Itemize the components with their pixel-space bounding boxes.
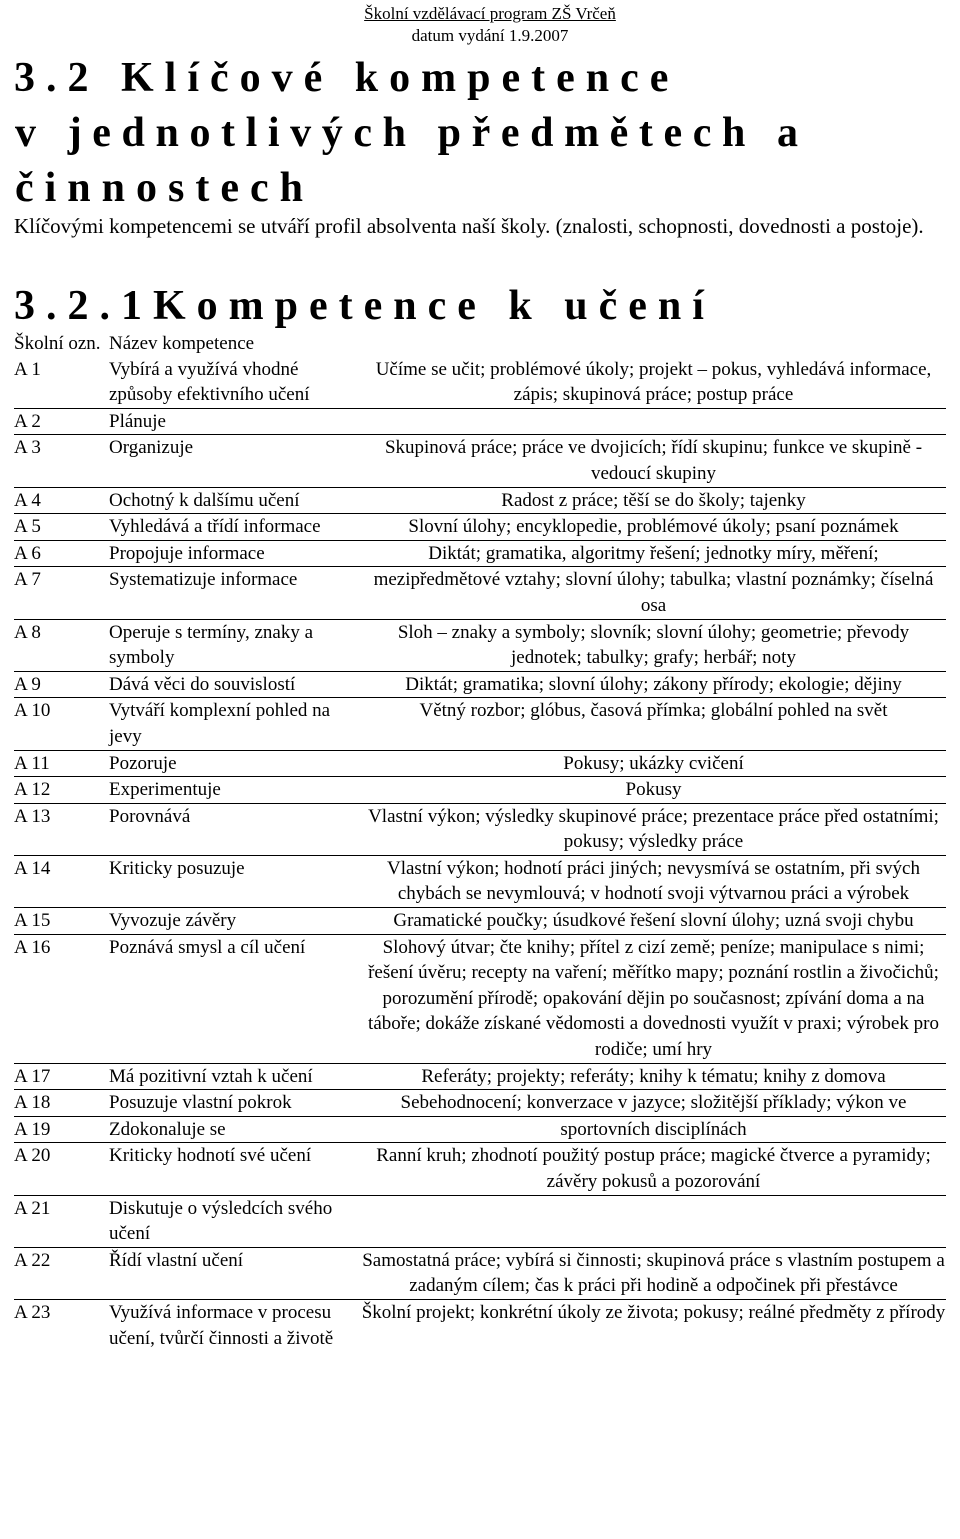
table-row: [14, 908, 946, 935]
table-row: [14, 1247, 946, 1299]
competence-activities: sportovních disciplínách: [560, 1118, 747, 1140]
competence-activities: Radost z práce; těší se do školy; tajenky: [501, 489, 806, 511]
competence-activities: Sebehodnocení; konverzace v jazyce; složitější příklady; výkon ve: [400, 1092, 907, 1114]
competence-name: Plánuje: [109, 410, 166, 432]
table-header-row: [14, 331, 946, 357]
competence-activities: Větný rozbor; glóbus, časová přímka; globální pohled na svět: [419, 700, 888, 722]
competence-code: A 4: [14, 489, 41, 511]
column-header-code: Školní ozn.: [14, 333, 101, 354]
competence-name: Diskutuje o výsledcích svého učení: [109, 1197, 333, 1245]
competence-activities: Diktát; gramatika; slovní úlohy; zákony přírody; ekologie; dějiny: [405, 673, 902, 695]
competence-code: A 17: [14, 1065, 51, 1087]
competence-code: A 22: [14, 1249, 51, 1271]
competence-name: Ochotný k dalšímu učení: [109, 489, 300, 511]
competence-activities: Slovní úlohy; encyklopedie, problémové úkoly; psaní poznámek: [408, 516, 899, 538]
table-row: [14, 540, 946, 567]
table-row: [14, 803, 946, 855]
competence-name: Má pozitivní vztah k učení: [109, 1065, 313, 1087]
intro-paragraph: Klíčovými kompetencemi se utváří profil absolventa naší školy. (znalosti, schopnosti, dovednosti a postoje).: [14, 214, 924, 238]
competence-code: A 14: [14, 857, 51, 879]
competence-name: Využívá informace v procesu učení, tvůrčí činnosti a životě: [109, 1301, 334, 1349]
competence-name: Vybírá a využívá vhodné způsoby efektivního učení: [109, 358, 310, 406]
competence-activities: Pokusy; ukázky cvičení: [563, 752, 744, 774]
table-row: [14, 934, 946, 1063]
issue-date: datum vydání 1.9.2007: [411, 26, 569, 45]
competence-name: Řídí vlastní učení: [109, 1249, 244, 1271]
competence-code: A 19: [14, 1118, 51, 1140]
table-row: [14, 1090, 946, 1117]
table-row: [14, 514, 946, 541]
table-row: [14, 1195, 946, 1247]
competence-code: A 5: [14, 516, 41, 538]
table-row: [14, 671, 946, 698]
competence-code: A 11: [14, 752, 50, 774]
competence-activities: Skupinová práce; práce ve dvojicích; řídí skupinu; funkce ve skupině - vedoucí skupiny: [384, 437, 923, 484]
competence-activities: Gramatické poučky; úsudkové řešení slovní úlohy; uzná svoji chybu: [393, 910, 914, 932]
competence-name: Dává věci do souvislostí: [109, 673, 296, 695]
competence-activities: Vlastní výkon; hodnotí práci jiných; nevysmívá se ostatním, při svých chybách se nevymlouvá; v hodnotí svoji výtvarnou práci a výrobek: [387, 857, 920, 905]
subsection-heading: 3.2.1Kompetence k učení: [14, 283, 715, 329]
table-row: [14, 855, 946, 907]
competence-code: A 16: [14, 936, 51, 958]
competence-name: Kriticky hodnotí své učení: [109, 1145, 312, 1167]
competence-activities: Ranní kruh; zhodnotí použitý postup práce; magické čtverce a pyramidy; závěry pokusů a pozorování: [376, 1145, 931, 1192]
competence-name: Pozoruje: [109, 752, 177, 774]
table-row: [14, 1063, 946, 1090]
competence-code: A 1: [14, 358, 41, 380]
table-row: [14, 435, 946, 487]
section-heading-line-3: činnostech: [15, 165, 314, 211]
column-header-activities: [357, 331, 946, 357]
table-row: [14, 1116, 946, 1143]
competence-code: A 10: [14, 700, 51, 722]
program-header: Školní vzdělávací program ZŠ Vrčeň: [364, 4, 616, 23]
table-row: [14, 777, 946, 804]
competence-table: [14, 331, 946, 1351]
competence-activities: Referáty; projekty; referáty; knihy k tématu; knihy z domova: [421, 1065, 886, 1087]
competence-name: Experimentuje: [109, 779, 221, 801]
competence-name: Vyvozuje závěry: [109, 910, 237, 932]
competence-activities: [357, 408, 946, 435]
table-row: [14, 750, 946, 777]
competence-code: A 7: [14, 569, 41, 591]
competence-code: A 2: [14, 410, 41, 432]
competence-activities: Školní projekt; konkrétní úkoly ze života; pokusy; reálné předměty z přírody: [361, 1301, 946, 1323]
table-row: [14, 698, 946, 750]
competence-code: A 3: [14, 437, 41, 459]
competence-code: A 18: [14, 1092, 51, 1114]
competence-name: Vyhledává a třídí informace: [109, 516, 321, 538]
competence-name: Zdokonaluje se: [109, 1118, 226, 1140]
competence-name: Posuzuje vlastní pokrok: [109, 1092, 292, 1114]
competence-activities: Učíme se učit; problémové úkoly; projekt – pokus, vyhledává informace, zápis; skupinová práce; postup práce: [375, 358, 932, 406]
competence-code: A 12: [14, 779, 51, 801]
competence-name: Propojuje informace: [109, 542, 265, 564]
competence-activities: Pokusy: [625, 779, 682, 801]
competence-code: A 21: [14, 1197, 51, 1219]
competence-activities: mezipředmětové vztahy; slovní úlohy; tabulka; vlastní poznámky; číselná osa: [373, 569, 934, 616]
table-row: [14, 408, 946, 435]
table-row: [14, 567, 946, 619]
competence-name: Poznává smysl a cíl učení: [109, 936, 306, 958]
competence-code: A 6: [14, 542, 41, 564]
competence-name: Operuje s termíny, znaky a symboly: [109, 621, 313, 669]
section-heading-line-2: v jednotlivých předmětech a: [15, 110, 809, 156]
competence-activities: Diktát; gramatika, algoritmy řešení; jednotky míry, měření;: [428, 542, 879, 564]
competence-code: A 13: [14, 805, 51, 827]
competence-code: A 9: [14, 673, 41, 695]
table-row: [14, 1143, 946, 1195]
table-row: [14, 487, 946, 514]
competence-name: Organizuje: [109, 437, 194, 459]
table-row: [14, 357, 946, 409]
competence-activities: Slohový útvar; čte knihy; přítel z cizí země; peníze; manipulace s nimi; řešení úvěru; recepty na vaření; měřítko mapy; poznání rostlin a živočichů; porozumění přírodě; opakování dějin po současnost; zpívání doma a na táboře; dokáže získané vědomosti a dovednosti využít v praxi; výrobek pro rodiče; umí hry: [368, 936, 939, 1061]
competence-code: A 23: [14, 1301, 51, 1323]
competence-activities: Vlastní výkon; výsledky skupinové práce; prezentace práce před ostatními; pokusy; výsledky práce: [368, 805, 939, 853]
competence-activities: Samostatná práce; vybírá si činnosti; skupinová práce s vlastním postupem a zadaným cílem; čas k práci při hodině a odpočinek při přestávce: [362, 1249, 945, 1297]
competence-name: Kriticky posuzuje: [109, 857, 245, 879]
competence-code: A 20: [14, 1145, 51, 1167]
competence-name: Vytváří komplexní pohled na jevy: [109, 700, 331, 747]
competence-name: Systematizuje informace: [109, 569, 298, 591]
competence-activities: Sloh – znaky a symboly; slovník; slovní úlohy; geometrie; převody jednotek; tabulky; grafy; herbář; noty: [397, 621, 910, 669]
competence-activities: [357, 1195, 946, 1247]
competence-code: A 8: [14, 621, 41, 643]
competence-name: Porovnává: [109, 805, 191, 827]
table-row: [14, 619, 946, 671]
competence-code: A 15: [14, 910, 51, 932]
column-header-name: Název kompetence: [109, 333, 255, 354]
section-heading-line-1: 3.2 Klíčové kompetence: [14, 55, 680, 101]
table-row: [14, 1299, 946, 1351]
